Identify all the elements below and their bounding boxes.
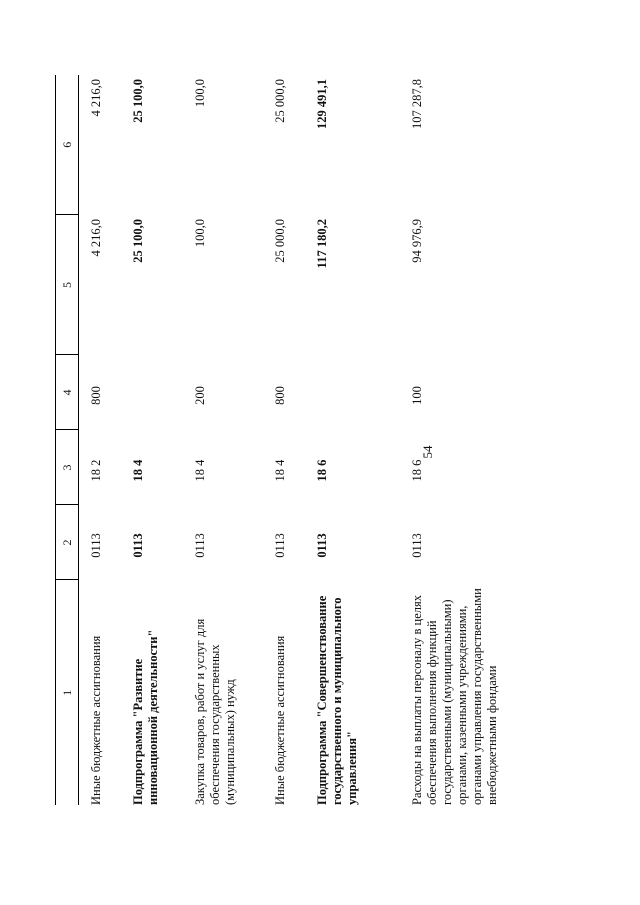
row-target-code: 18 4 [273, 459, 287, 482]
header-col-4: 4 [56, 355, 79, 430]
header-col-3: 3 [56, 430, 79, 505]
budget-table [55, 75, 610, 805]
row-amount-6: 107 287,8 [410, 79, 424, 129]
header-col-6: 6 [56, 75, 79, 215]
row-name: Иные бюджетные ассигнования [89, 635, 103, 805]
row-expense-type [121, 355, 183, 430]
row-amount-5: 25 000,0 [273, 219, 287, 263]
row-name: Подпрограмма "Совершенствование государственного и муниципального управления" [315, 595, 359, 805]
row-amount-6: 129 491,1 [315, 79, 329, 129]
row-section-code: 0113 [273, 533, 287, 558]
row-section-code: 0113 [315, 533, 329, 558]
budget-table-rotated [55, 75, 630, 805]
row-section-code: 0113 [410, 533, 424, 558]
table-row [183, 75, 263, 805]
row-name: Иные бюджетные ассигнования [273, 635, 287, 805]
row-name: Подпрограмма "Развитие инновационной деятельности" [131, 629, 160, 805]
header-col-1: 1 [56, 580, 79, 805]
row-amount-6: 25 000,0 [273, 79, 287, 123]
page-number: 54 [420, 445, 435, 459]
header-col-5: 5 [56, 215, 79, 355]
table-row [121, 75, 183, 805]
row-expense-type: 100 [410, 386, 424, 405]
header-row [56, 75, 79, 805]
row-amount-5: 100,0 [193, 219, 207, 248]
row-target-code: 18 4 [131, 459, 145, 482]
row-section-code: 0113 [193, 533, 207, 558]
row-expense-type: 800 [273, 386, 287, 405]
row-amount-5: 4 216,0 [89, 219, 103, 257]
row-amount-6: 4 216,0 [89, 79, 103, 117]
row-amount-6: 25 100,0 [131, 79, 145, 123]
row-amount-5: 25 100,0 [131, 219, 145, 263]
row-section-code: 0113 [89, 533, 103, 558]
row-target-code: 18 6 [315, 459, 329, 482]
row-target-code: 18 2 [89, 459, 103, 482]
row-name: Расходы на выплаты персоналу в целях обеспечения выполнения функций государственными (муниципальными) органами, казенными учреждениями, органами управления государственными внебюджетными фондами [410, 588, 499, 805]
row-expense-type: 800 [89, 386, 103, 405]
row-amount-5: 117 180,2 [315, 219, 329, 269]
row-section-code: 0113 [131, 533, 145, 558]
table-row [305, 75, 400, 805]
table-row [79, 75, 122, 805]
table-row [400, 75, 610, 805]
header-col-2: 2 [56, 505, 79, 580]
row-name: Закупка товаров, работ и услуг для обеспечения государственных (муниципальных) нужд [193, 618, 237, 805]
row-target-code: 18 6 [410, 459, 424, 482]
row-amount-5: 94 976,9 [410, 219, 424, 263]
table-row [263, 75, 305, 805]
row-expense-type: 200 [193, 386, 207, 405]
row-amount-6: 100,0 [193, 79, 207, 108]
row-target-code: 18 4 [193, 459, 207, 482]
row-expense-type [305, 355, 400, 430]
